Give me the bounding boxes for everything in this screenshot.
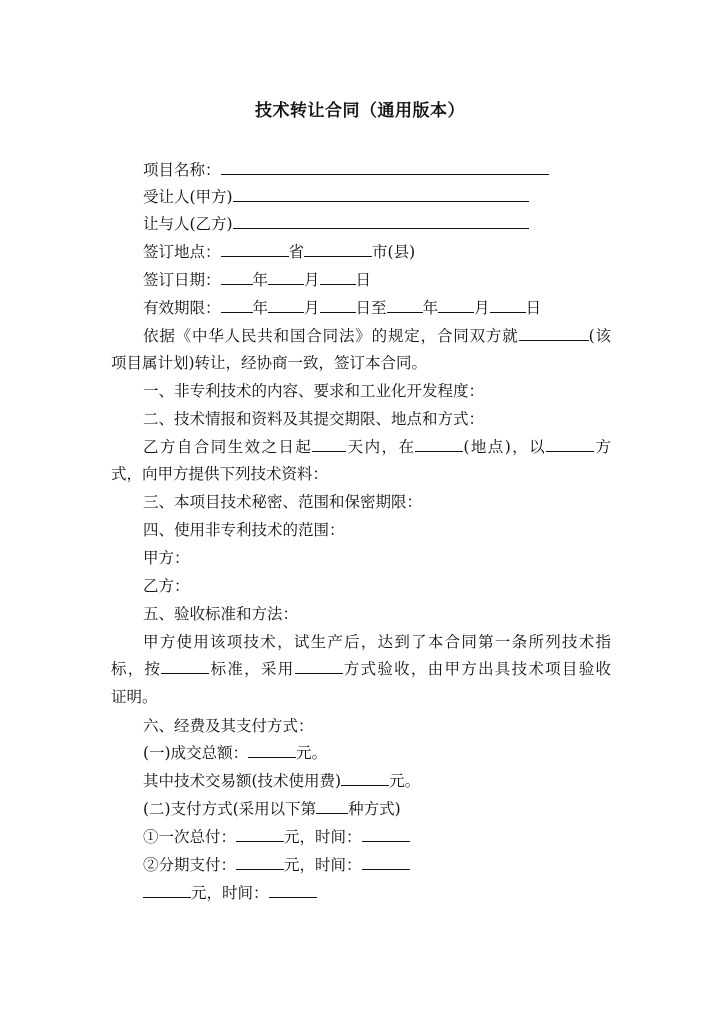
payment-method-line: (二)支付方式(采用以下第 种方式): [143, 800, 401, 818]
section-6-heading: 六、经费及其支付方式：: [143, 717, 314, 735]
installment-line-2: 元，时间：: [143, 883, 643, 903]
basis-project-blank[interactable]: [519, 326, 589, 341]
section-2-paragraph-line1: 乙方自合同生效之日起 天内，在 (地点)，以 方: [143, 438, 611, 456]
installment-time-blank[interactable]: [362, 855, 410, 870]
section-5-paragraph-line3: 证明。: [111, 688, 158, 706]
days-blank[interactable]: [312, 437, 346, 452]
acceptance-method-blank[interactable]: [295, 659, 343, 674]
lump-sum-amount-blank[interactable]: [236, 827, 284, 842]
valid-to-year-blank[interactable]: [387, 298, 423, 313]
province-blank[interactable]: [221, 242, 289, 257]
valid-to-month-blank[interactable]: [438, 298, 474, 313]
party-b-label: 乙方：: [143, 577, 190, 595]
project-name-line: 项目名称：: [143, 160, 643, 180]
sign-month-blank[interactable]: [268, 270, 304, 285]
sign-day-blank[interactable]: [320, 270, 356, 285]
party-a-label: 甲方：: [143, 549, 190, 567]
valid-period-line: 有效期限： 年 月 日至 年 月 日: [143, 299, 542, 317]
delivery-method-blank[interactable]: [546, 437, 594, 452]
section-4-heading: 四、使用非专利技术的范围：: [143, 521, 345, 539]
section-1-heading: 一、非专利技术的内容、要求和工业化开发程度：: [143, 382, 485, 400]
section-5-paragraph-line1: 甲方使用该项技术，试生产后，达到了本合同第一条所列技术指: [143, 633, 611, 651]
tech-fee-line: 其中技术交易额(技术使用费) 元。: [143, 772, 421, 790]
installment-line: ②分期支付： 元，时间：: [143, 855, 643, 875]
section-2-heading: 二、技术情报和资料及其提交期限、地点和方式：: [143, 410, 485, 428]
basis-paragraph-line2: 项目属计划)转让，经协商一致，签订本合同。: [111, 354, 428, 372]
location-blank[interactable]: [415, 437, 463, 452]
installment-2-amount-blank[interactable]: [143, 883, 191, 898]
acceptance-standard-blank[interactable]: [161, 659, 209, 674]
assignee-line: 受让人(甲方): [143, 187, 643, 207]
assignor-blank[interactable]: [233, 214, 529, 229]
valid-from-month-blank[interactable]: [268, 298, 304, 313]
tech-fee-blank[interactable]: [341, 771, 389, 786]
installment-2-time-blank[interactable]: [269, 883, 317, 898]
basis-paragraph-line1: 依据《中华人民共和国合同法》的规定，合同双方就 (该: [143, 327, 611, 345]
valid-to-day-blank[interactable]: [490, 298, 526, 313]
page-title: 技术转让合同（通用版本）: [255, 101, 465, 121]
section-5-heading: 五、验收标准和方法：: [143, 605, 299, 623]
assignor-line: 让与人(乙方): [143, 214, 643, 234]
city-blank[interactable]: [304, 242, 372, 257]
lump-sum-time-blank[interactable]: [362, 827, 410, 842]
total-amount-line: (一)成交总额： 元。: [143, 744, 328, 762]
section-3-heading: 三、本项目技术秘密、范围和保密期限：: [143, 493, 423, 511]
payment-option-blank[interactable]: [316, 799, 348, 814]
project-name-blank[interactable]: [221, 160, 549, 175]
valid-from-year-blank[interactable]: [221, 298, 253, 313]
sign-place-line: 签订地点： 省 市(县): [143, 243, 416, 261]
installment-amount-blank[interactable]: [236, 855, 284, 870]
assignee-blank[interactable]: [233, 187, 529, 202]
lump-sum-line: ①一次总付： 元，时间：: [143, 827, 643, 847]
total-amount-blank[interactable]: [248, 743, 296, 758]
section-5-paragraph-line2: 标，按 标准，采用 方式验收，由甲方出具技术项目验收: [111, 660, 611, 678]
sign-year-blank[interactable]: [221, 270, 253, 285]
sign-date-line: 签订日期： 年 月 日: [143, 271, 372, 289]
section-2-paragraph-line2: 式，向甲方提供下列技术资料：: [111, 465, 329, 483]
valid-from-day-blank[interactable]: [320, 298, 356, 313]
